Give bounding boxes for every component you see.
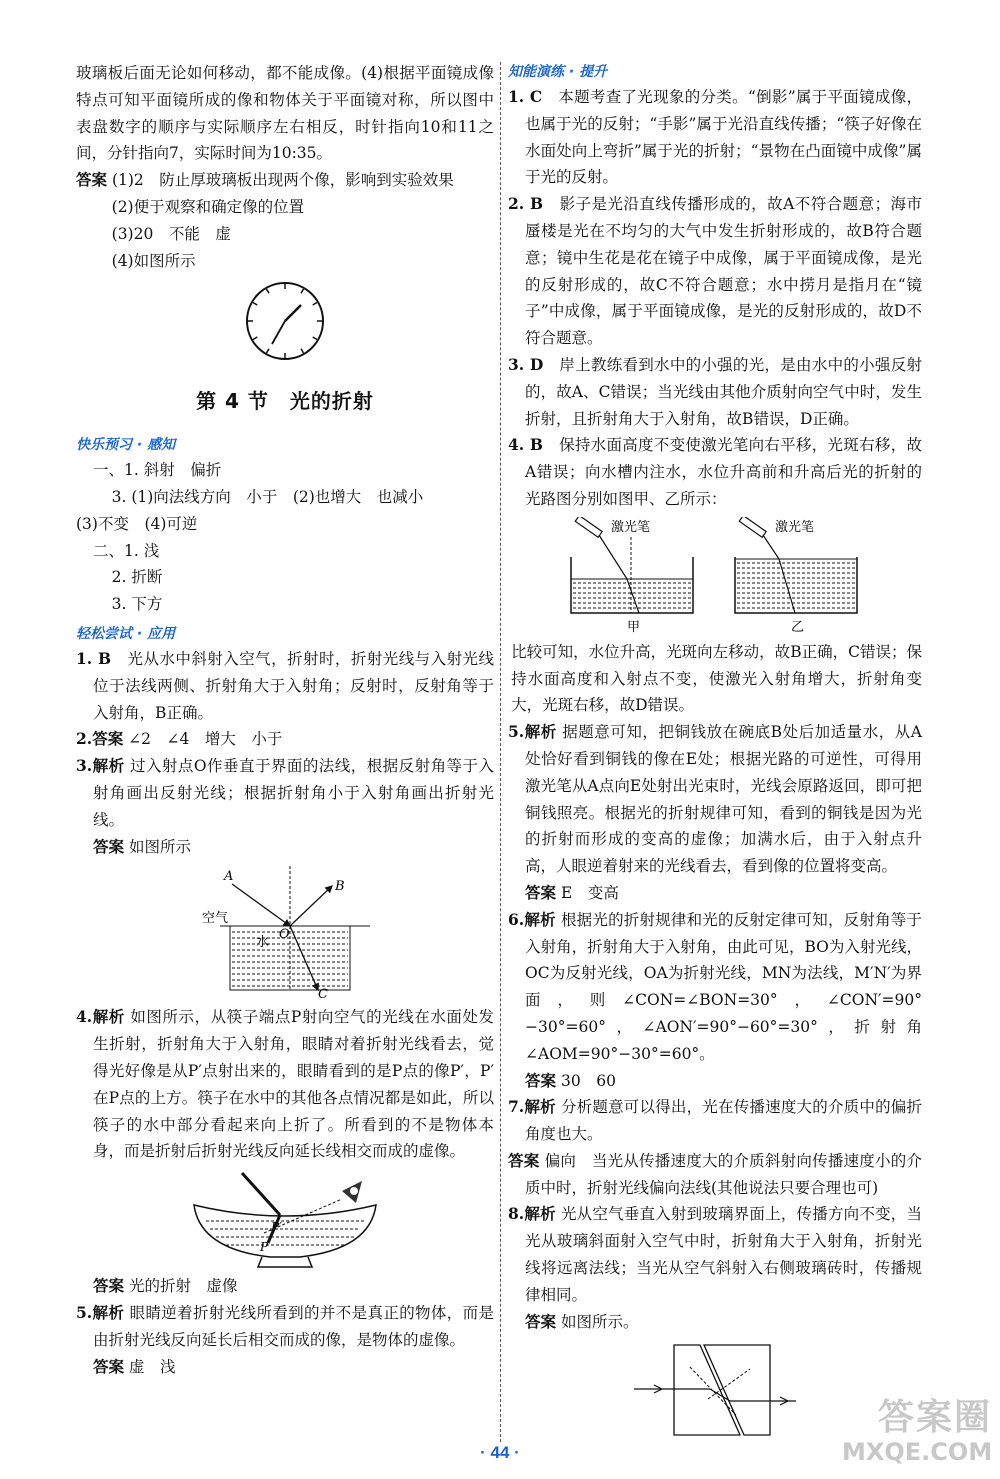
- exercise-6: [508, 907, 922, 1068]
- question-number: 3.: [76, 756, 93, 776]
- answer-3: (3)20 不能 虚: [111, 224, 231, 243]
- watermark-line1: 答案圈: [877, 1397, 992, 1438]
- exercise-7-answer-text: 偏向 当光从传播速度大的介质斜射向传播速度小的介质中时，折射光线偏向法线(其他说法只要合理也可): [525, 1151, 922, 1197]
- exercise-6-text: 根据光的折射规律和光的反射定律可知，反射角等于入射角，折射角大于入射角，由此可见，BO为入射光线，OC为反射光线，OA为折射光线，MN为法线，M′N′为界面，则∠CON=∠BON=30°，∠CON′=90°−30°=60°，∠AON′=90°−60°=30°，折射角∠AOM=90°−30°=60°。: [525, 910, 922, 1063]
- label-laser-2: 激光笔: [775, 519, 815, 535]
- question-4: [76, 1004, 494, 1165]
- question-5-text: 眼睛逆着折射光线所看到的并不是真正的物体，而是由折射光线反向延长后相交而成的像，是物体的虚像。: [93, 1303, 494, 1349]
- minute-hand: [272, 321, 285, 344]
- question-number: 8.: [508, 1204, 525, 1224]
- exercise-3: [508, 352, 922, 432]
- question-2-text: ∠2 ∠4 增大 小于: [128, 730, 283, 749]
- label-B: B: [335, 879, 345, 895]
- laser-tank-figures: [565, 517, 865, 635]
- question-number: 1. C: [508, 87, 543, 106]
- question-5-answer-text: 虚 浅: [129, 1357, 176, 1376]
- question-3-text: 过入射点O作垂直于界面的法线，根据反射角等于入射角画出反射光线；根据折射角小于入射角画出折射光线。: [93, 757, 494, 829]
- page-number: · 44 ·: [480, 1443, 520, 1462]
- label-yi: 乙: [791, 619, 805, 635]
- question-1-text: 光从水中斜射入空气，折射时，折射光线与入射光线位于法线两侧、折射角大于入射角；反射时，反射角等于入射角，B正确。: [93, 649, 494, 722]
- answer-label: 答案: [93, 1276, 125, 1296]
- answer-block: [76, 167, 494, 194]
- answer-1: (1)2 防止厚玻璃板出现两个像，影响到实验效果: [111, 171, 454, 190]
- analysis-label: 解析: [92, 1302, 125, 1322]
- exercise-5-answer-text: E 变高: [561, 883, 619, 902]
- label-P-prime: P′: [271, 1220, 282, 1235]
- question-4-text: 如图所示，从筷子端点P射向空气的光线在水面处发生折射，折射角大于入射角，眼睛对着折射光线看去，觉得光好像是从P′点射出来的，眼睛看到的是P点的像P′，P′在P点的上方。筷子在水中的其他各点情况都是如此，所以筷子的水中部分看起来向上折了。所看到的不是物体本身，而是折射后折射光线反向延长线相交而成的虚像。: [93, 1008, 494, 1161]
- exercise-8-answer: [508, 1309, 922, 1336]
- exercise-5: [508, 719, 922, 880]
- preview-4: 二、1. 浅: [93, 541, 160, 560]
- analysis-label: 解析: [92, 1007, 125, 1027]
- answer-label: 答案: [525, 882, 557, 902]
- glass-prism-figure: [630, 1339, 800, 1439]
- label-A: A: [224, 869, 234, 885]
- question-number: 4.: [76, 1007, 93, 1027]
- analysis-label: 解析: [524, 909, 556, 929]
- answer-label: 答案: [525, 1311, 557, 1331]
- exercise-4: [508, 432, 922, 512]
- tank-jia: [571, 517, 693, 635]
- question-number: 3. D: [508, 354, 544, 374]
- preview-6: 3. 下方: [111, 595, 163, 614]
- exercise-7: [508, 1094, 922, 1148]
- label-C: C: [318, 987, 328, 1001]
- section-heading-preview: 快乐预习 · 感知: [76, 437, 176, 454]
- analysis-label: 解析: [524, 1204, 556, 1224]
- question-number: 2. B: [508, 194, 544, 214]
- question-3-answer-text: 如图所示: [129, 837, 192, 856]
- exercise-5-answer: [508, 880, 922, 907]
- exercise-5-text: 据题意可知，把铜钱放在碗底B处后加适量水，从A处恰好看到铜钱的像在E处；根据光路的可逆性，可得用激光笔从A点向E处射出光束时，光线会原路返回，即可把铜钱照亮。根据光的折射规律可知，看到的铜钱是因为光的折射而形成的变高的虚像；加满水后，由于入射点升高，人眼逆着射来的光线看去，看到像的位置将变高。: [525, 723, 922, 876]
- exercise-7-answer: [508, 1148, 922, 1202]
- question-number: 5.: [508, 722, 525, 742]
- exercise-6-answer-text: 30 60: [561, 1071, 616, 1090]
- question-number: 5.: [76, 1302, 93, 1322]
- answer-4: (4)如图所示: [111, 251, 196, 270]
- label-jia: 甲: [627, 619, 641, 635]
- exercise-1: [508, 84, 922, 191]
- question-number: 4. B: [508, 435, 543, 455]
- question-3: [76, 753, 494, 833]
- analysis-label: 解析: [524, 1097, 556, 1117]
- watermark-logo: [842, 1398, 992, 1466]
- clock-figure: [242, 278, 328, 364]
- exercise-6-answer: [508, 1068, 922, 1095]
- question-number: 7.: [508, 1097, 525, 1117]
- answer-label: 答案: [92, 729, 124, 749]
- watermark-line2: MXQE.COM: [842, 1438, 993, 1466]
- left-column: [76, 60, 494, 1380]
- question-4-answer-text: 光的折射 虚像: [129, 1277, 238, 1296]
- preview-3b: (3)不变 (4)可逆: [76, 514, 198, 533]
- exercise-8: [508, 1201, 922, 1308]
- label-laser-1: 激光笔: [611, 519, 651, 535]
- question-2: [76, 726, 494, 753]
- tank-yi: [735, 517, 857, 635]
- label-water: 水: [256, 935, 270, 951]
- preview-5: 2. 折断: [111, 568, 163, 587]
- paragraph-continued: 玻璃板后面无论如何移动，都不能成像。(4)根据平面镜成像特点可知平面镜所成的像和物体关于平面镜对称，所以图中表盘数字的顺序与实际顺序左右相反，时针指向10和11之间，分针指向7，实际时间为10:35。: [76, 64, 494, 163]
- exercise-4-conclusion: 比较可知，水位升高，光斑向左移动，故B正确，C错误；保持水面高度和入射点不变，使激光入射角增大，折射角变大，光斑右移，故D错误。: [511, 642, 922, 715]
- bowl-chopstick-figure: [180, 1169, 390, 1269]
- answer-label: 答案: [525, 1070, 557, 1090]
- exercise-8-text: 光从空气垂直入射到玻璃界面上，传播方向不变，当光从玻璃斜面射入空气中时，折射角大于入射角，折射光线将远离法线；当光从空气斜射入右侧玻璃砖时，传播规律相同。: [525, 1205, 922, 1304]
- answer-label: 答案: [93, 1356, 125, 1376]
- question-1: [76, 646, 494, 726]
- exercise-3-text: 岸上教练看到水中的小强的光，是由水中的小强反射的，故A、C错误；当光线由其他介质射向空气中时，发生折射，且折射角大于入射角，故B错误，D正确。: [525, 355, 922, 428]
- section-heading-practice: 知能演练 · 提升: [508, 64, 608, 80]
- label-O: O: [279, 927, 290, 943]
- analysis-label: 解析: [524, 722, 557, 742]
- answer-label: 答案: [508, 1150, 540, 1170]
- section-heading-try: 轻松尝试 · 应用: [76, 625, 176, 642]
- answer-label: 答案: [76, 170, 108, 190]
- exercise-8-answer-text: 如图所示。: [561, 1312, 639, 1331]
- label-P: P: [260, 1240, 269, 1255]
- preview-3: 3. (1)向法线方向 小于 (2)也增大 也减小: [111, 487, 424, 506]
- exercise-4-text: 保持水面高度不变使激光笔向右平移，光斑右移，故A错误；向水槽内注水，水位升高前和升高后光的折射的光路图分别如图甲、乙所示：: [525, 436, 922, 508]
- question-3-answer: [76, 834, 494, 861]
- preview-1: 一、1. 斜射 偏折: [93, 461, 222, 480]
- hour-hand: [285, 305, 301, 321]
- exercise-7-text: 分析题意可以得出，光在传播速度大的介质中的偏折角度也大。: [525, 1098, 922, 1144]
- exercise-1-text: 本题考查了光现象的分类。“倒影”属于平面镜成像，也属于光的反射；“手影”属于光沿直线传播；“筷子好像在水面处向上弯折”属于光的折射；“景物在凸面镜中成像”属于光的反射。: [525, 88, 922, 187]
- exercise-2-text: 影子是光沿直线传播形成的，故A不符合题意；海市蜃楼是光在不均匀的大气中发生折射形成的，故B符合题意；镜中生花是花在镜子中成像，属于平面镜成像，是光的反射形成的，故C不符合题意；水中捞月是指月在“镜子”中成像，属于平面镜成像，是光的反射形成的，故D不符合题意。: [525, 195, 922, 348]
- chapter-title: 第 4 节 光的折射: [196, 389, 374, 414]
- column-divider: [500, 62, 501, 1442]
- refraction-figure: [200, 864, 370, 1000]
- label-air: 空气: [202, 911, 229, 927]
- question-number: 6.: [508, 909, 525, 929]
- question-number: 1. B: [76, 648, 112, 668]
- question-4-answer: [76, 1273, 494, 1300]
- answer-label: 答案: [93, 836, 125, 856]
- question-number: 2.: [76, 729, 93, 749]
- question-5: [76, 1300, 494, 1354]
- question-5-answer: [76, 1354, 494, 1381]
- exercise-2: [508, 191, 922, 352]
- analysis-label: 解析: [92, 756, 125, 776]
- right-column: [508, 60, 922, 1443]
- answer-2: (2)便于观察和确定像的位置: [111, 197, 305, 216]
